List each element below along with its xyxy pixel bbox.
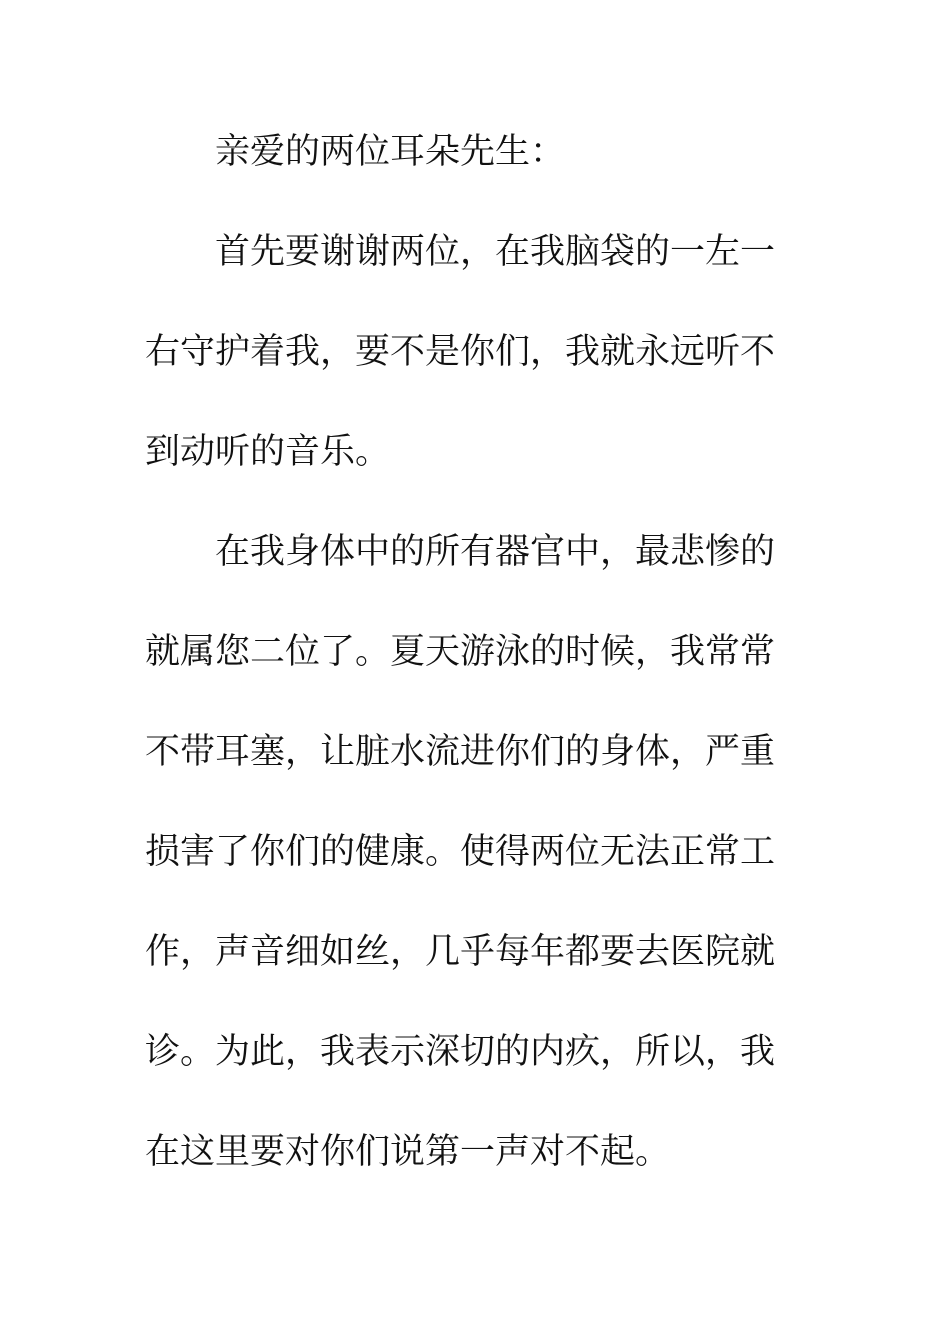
- paragraph-2-line-4: 损害了你们的健康。使得两位无法正常工: [145, 832, 776, 872]
- paragraph-2-line-6: 诊。为此，我表示深切的内疚，所以，我: [145, 1032, 776, 1072]
- paragraph-1-line-1: 首先要谢谢两位，在我脑袋的一左一: [215, 232, 776, 272]
- paragraph-2-line-5: 作，声音细如丝，几乎每年都要去医院就: [145, 932, 776, 972]
- paragraph-2-line-7: 在这里要对你们说第一声对不起。: [145, 1132, 671, 1172]
- paragraph-2-line-2: 就属您二位了。夏天游泳的时候，我常常: [145, 632, 776, 672]
- salutation: 亲爱的两位耳朵先生：: [215, 132, 566, 172]
- paragraph-1-line-3: 到动听的音乐。: [145, 432, 391, 472]
- paragraph-1-line-2: 右守护着我，要不是你们，我就永远听不: [145, 332, 776, 372]
- paragraph-2-line-3: 不带耳塞，让脏水流进你们的身体，严重: [145, 732, 776, 772]
- paragraph-2-line-1: 在我身体中的所有器官中，最悲惨的: [215, 532, 776, 572]
